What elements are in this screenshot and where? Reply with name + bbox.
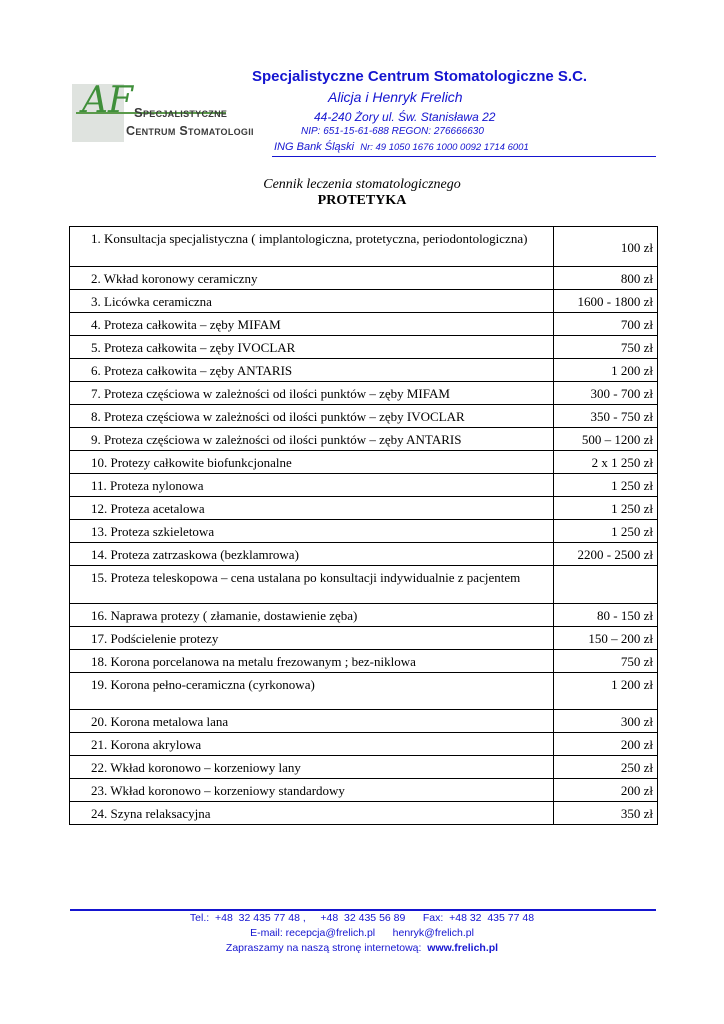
service-name: 22. Wkład koronowo – korzeniowy lany (70, 756, 554, 779)
service-price: 250 zł (554, 756, 658, 779)
service-price: 750 zł (554, 650, 658, 673)
service-price (554, 566, 658, 604)
footer-emails (0, 927, 724, 939)
footer-divider (70, 909, 656, 911)
table-row (70, 359, 658, 382)
section-title: PROTETYKA (317, 193, 407, 208)
table-row (70, 474, 658, 497)
table-row (70, 227, 658, 267)
service-name: 18. Korona porcelanowa na metalu frezowanym ; bez-niklowa (70, 650, 554, 673)
table-row (70, 520, 658, 543)
table-row (70, 336, 658, 359)
table-row (70, 290, 658, 313)
service-name: 21. Korona akrylowa (70, 733, 554, 756)
service-name: 19. Korona pełno-ceramiczna (cyrkonowa) (70, 673, 554, 710)
nip-regon: NIP: 651-15-61-688 REGON: 276666630 (301, 126, 484, 137)
service-name: 10. Protezy całkowite biofunkcjonalne (70, 451, 554, 474)
service-name: 12. Proteza acetalowa (70, 497, 554, 520)
header-divider (272, 156, 656, 157)
service-name: 2. Wkład koronowy ceramiczny (70, 267, 554, 290)
service-name: 23. Wkład koronowo – korzeniowy standardowy (70, 779, 554, 802)
table-row (70, 650, 658, 673)
bank-info (274, 141, 529, 153)
service-price: 200 zł (554, 779, 658, 802)
service-name: 4. Proteza całkowita – zęby MIFAM (70, 313, 554, 336)
table-row (70, 313, 658, 336)
table-row (70, 627, 658, 650)
table-row (70, 497, 658, 520)
owners-names: Alicja i Henryk Frelich (328, 89, 463, 105)
logo-monogram: AF (82, 80, 133, 121)
service-price: 350 zł (554, 802, 658, 825)
clinic-address: 44-240 Żory ul. Św. Stanisława 22 (314, 110, 496, 124)
footer-phones: Tel.: +48 32 435 77 48 , +48 32 435 56 89 Fax: +48 32 435 77 48 (189, 912, 535, 924)
logo-text-2: Centrum Stomatologii (126, 124, 254, 138)
service-price: 2 x 1 250 zł (554, 451, 658, 474)
service-price: 80 - 150 zł (554, 604, 658, 627)
table-row (70, 451, 658, 474)
table-row (70, 604, 658, 627)
service-name: 13. Proteza szkieletowa (70, 520, 554, 543)
service-name: 15. Proteza teleskopowa – cena ustalana po konsultacji indywidualnie z pacjentem (91, 570, 521, 585)
service-name: 24. Szyna relaksacyjna (70, 802, 554, 825)
service-price: 500 – 1200 zł (554, 428, 658, 451)
service-name: 9. Proteza częściowa w zależności od ilości punktów – zęby ANTARIS (70, 428, 554, 451)
table-row (70, 566, 658, 604)
service-name: 16. Naprawa protezy ( złamanie, dostawienie zęba) (70, 604, 554, 627)
service-name: 6. Proteza całkowita – zęby ANTARIS (70, 359, 554, 382)
clinic-name: Specjalistyczne Centrum Stomatologiczne S.C. (252, 68, 588, 85)
table-row (70, 673, 658, 710)
document-subtitle: Cennik leczenia stomatologicznego (263, 177, 461, 192)
table-row (70, 382, 658, 405)
service-price: 1 200 zł (554, 359, 658, 382)
bank-account: Nr: 49 1050 1676 1000 0092 1714 6001 (360, 142, 529, 153)
table-row (70, 733, 658, 756)
service-price: 700 zł (554, 313, 658, 336)
table-row (70, 802, 658, 825)
service-price: 2200 - 2500 zł (554, 543, 658, 566)
service-name: 17. Podścielenie protezy (70, 627, 554, 650)
service-price: 300 zł (554, 710, 658, 733)
email-label: E-mail: (250, 927, 286, 939)
service-price: 800 zł (554, 267, 658, 290)
service-name: 7. Proteza częściowa w zależności od ilości punktów – zęby MIFAM (70, 382, 554, 405)
footer-website (0, 942, 724, 954)
service-price: 150 – 200 zł (554, 627, 658, 650)
table-row (70, 779, 658, 802)
website-label: Zapraszamy na naszą stronę internetową: (225, 942, 428, 954)
bank-name: ING Bank Śląski (274, 141, 355, 153)
service-price: 750 zł (554, 336, 658, 359)
service-price: 1 250 zł (554, 520, 658, 543)
service-name: 11. Proteza nylonowa (70, 474, 554, 497)
table-row (70, 405, 658, 428)
service-price: 1 250 zł (554, 474, 658, 497)
logo-text-1: Specjalistyczne (134, 105, 228, 120)
table-row (70, 710, 658, 733)
service-name: 8. Proteza częściowa w zależności od ilości punktów – zęby IVOCLAR (70, 405, 554, 428)
service-name: 3. Licówka ceramiczna (70, 290, 554, 313)
email-link-henryk[interactable]: henryk@frelich.pl (392, 927, 474, 939)
service-price: 300 - 700 zł (554, 382, 658, 405)
service-price: 1 250 zł (554, 497, 658, 520)
logo (72, 78, 254, 142)
table-row (70, 267, 658, 290)
table-row (70, 543, 658, 566)
service-price: 1 200 zł (554, 673, 658, 710)
service-name: 1. Konsultacja specjalistyczna ( implantologiczna, protetyczna, periodontologiczna) (91, 231, 528, 246)
service-price: 1600 - 1800 zł (554, 290, 658, 313)
price-table (69, 226, 658, 825)
table-row (70, 756, 658, 779)
service-name: 5. Proteza całkowita – zęby IVOCLAR (70, 336, 554, 359)
service-price: 350 - 750 zł (554, 405, 658, 428)
service-name: 14. Proteza zatrzaskowa (bezklamrowa) (70, 543, 554, 566)
email-link-reception[interactable]: recepcja@frelich.pl (285, 927, 376, 939)
service-price: 200 zł (554, 733, 658, 756)
service-price: 100 zł (554, 227, 658, 267)
table-row (70, 428, 658, 451)
service-name: 20. Korona metalowa lana (70, 710, 554, 733)
website-link[interactable]: www.frelich.pl (427, 942, 499, 954)
